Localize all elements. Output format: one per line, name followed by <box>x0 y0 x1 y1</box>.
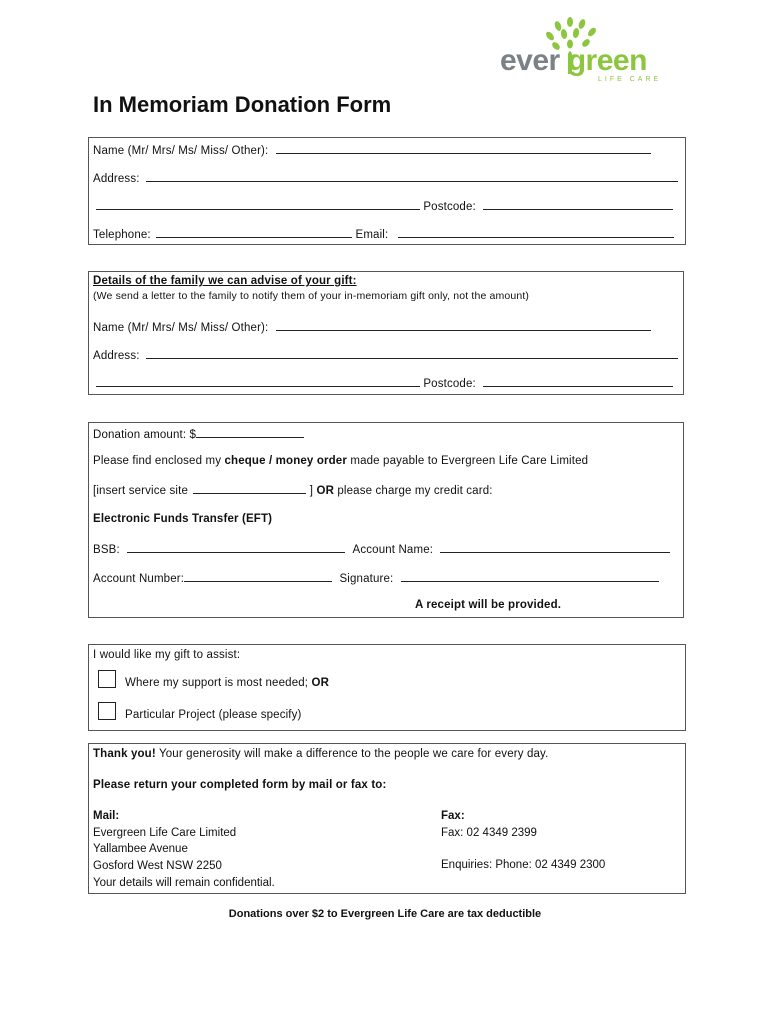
return-instructions: Please return your completed form by mail or fax to: <box>93 779 387 791</box>
gift-assist-section <box>88 644 686 731</box>
most-needed-label: Where my support is most needed; <box>125 677 309 689</box>
donor-telephone-field[interactable] <box>156 227 352 238</box>
signature-field[interactable] <box>401 571 659 582</box>
donor-postcode-label: Postcode: <box>423 201 476 213</box>
donor-postcode-field[interactable] <box>483 199 673 210</box>
fax-column <box>441 808 605 874</box>
account-number-field[interactable] <box>184 571 332 582</box>
mail-heading: Mail: <box>93 810 120 822</box>
enquiries-phone: Enquiries: Phone: 02 4349 2300 <box>441 859 606 871</box>
signature-label: Signature: <box>339 573 394 585</box>
tax-deductible-note: Donations over $2 to Evergreen Life Care are tax deductible <box>228 908 542 920</box>
receipt-note: A receipt will be provided. <box>415 599 562 611</box>
donor-email-label: Email: <box>355 229 389 241</box>
donor-telephone-label: Telephone: <box>93 229 151 241</box>
donation-amount-label: Donation amount: $ <box>93 429 197 441</box>
thank-you-bold: Thank you! <box>93 748 156 760</box>
family-name-field[interactable] <box>276 320 651 331</box>
bsb-field[interactable] <box>127 542 345 553</box>
family-address-line2-field[interactable] <box>96 376 420 387</box>
donation-amount-field[interactable] <box>196 427 304 438</box>
eft-heading: Electronic Funds Transfer (EFT) <box>93 513 273 525</box>
page-title: In Memoriam Donation Form <box>93 92 392 117</box>
service-site-or: OR <box>316 485 335 497</box>
donor-name-label: Name (Mr/ Mrs/ Ms/ Miss/ Other): <box>93 145 269 157</box>
donor-address-field[interactable] <box>146 171 678 182</box>
mail-line-3: Gosford West NSW 2250 <box>93 859 222 872</box>
account-name-label: Account Name: <box>352 544 434 556</box>
family-heading: Details of the family we can advise of your gift: <box>93 275 357 287</box>
bsb-label: BSB: <box>93 544 120 556</box>
family-details-section <box>88 271 684 395</box>
mail-line-2: Yallambee Avenue <box>93 843 188 855</box>
donor-address-label: Address: <box>93 173 140 185</box>
evergreen-logo <box>500 16 670 86</box>
donor-name-field[interactable] <box>276 143 651 154</box>
assist-heading: I would like my gift to assist: <box>93 649 241 661</box>
most-needed-or: OR <box>311 677 330 689</box>
donor-address-line2-field[interactable] <box>96 199 420 210</box>
service-site-bracket: ] <box>309 485 314 497</box>
donor-details-section <box>88 137 686 245</box>
fax-heading: Fax: <box>441 810 465 822</box>
mail-line-1: Evergreen Life Care Limited <box>93 826 237 839</box>
thank-you-text: Your generosity will make a difference to the people we care for every day. <box>158 748 549 760</box>
mail-column <box>93 808 275 892</box>
enclosed-cheque-text: cheque / money order <box>224 455 347 467</box>
donor-email-field[interactable] <box>398 227 674 238</box>
family-address-field[interactable] <box>146 348 678 359</box>
account-name-field[interactable] <box>440 542 670 553</box>
account-number-label: Account Number: <box>93 573 185 585</box>
enclosed-prefix: Please find enclosed my <box>93 455 222 467</box>
logo-tagline: LIFE CARE <box>598 76 662 83</box>
donation-payment-section <box>88 422 684 618</box>
service-site-field[interactable] <box>193 483 306 494</box>
service-site-prefix: [insert service site <box>93 485 189 497</box>
family-address-label: Address: <box>93 350 140 362</box>
family-postcode-field[interactable] <box>483 376 673 387</box>
fax-number: Fax: 02 4349 2399 <box>441 826 537 839</box>
return-info-section <box>88 743 686 894</box>
family-name-label: Name (Mr/ Mrs/ Ms/ Miss/ Other): <box>93 322 269 334</box>
enclosed-suffix: made payable to Evergreen Life Care Limited <box>350 455 589 467</box>
service-site-suffix: please charge my credit card: <box>337 485 493 497</box>
particular-project-label: Particular Project (please specify) <box>125 709 302 721</box>
family-note: (We send a letter to the family to notify them of your in-memoriam gift only, not the amount) <box>93 290 530 302</box>
family-postcode-label: Postcode: <box>423 378 476 390</box>
logo-word-green: green <box>567 44 647 77</box>
particular-project-checkbox[interactable] <box>98 702 116 720</box>
confidential-note: Your details will remain confidential. <box>93 877 275 889</box>
most-needed-checkbox[interactable] <box>98 670 116 688</box>
logo-word-ever: ever <box>500 44 560 77</box>
